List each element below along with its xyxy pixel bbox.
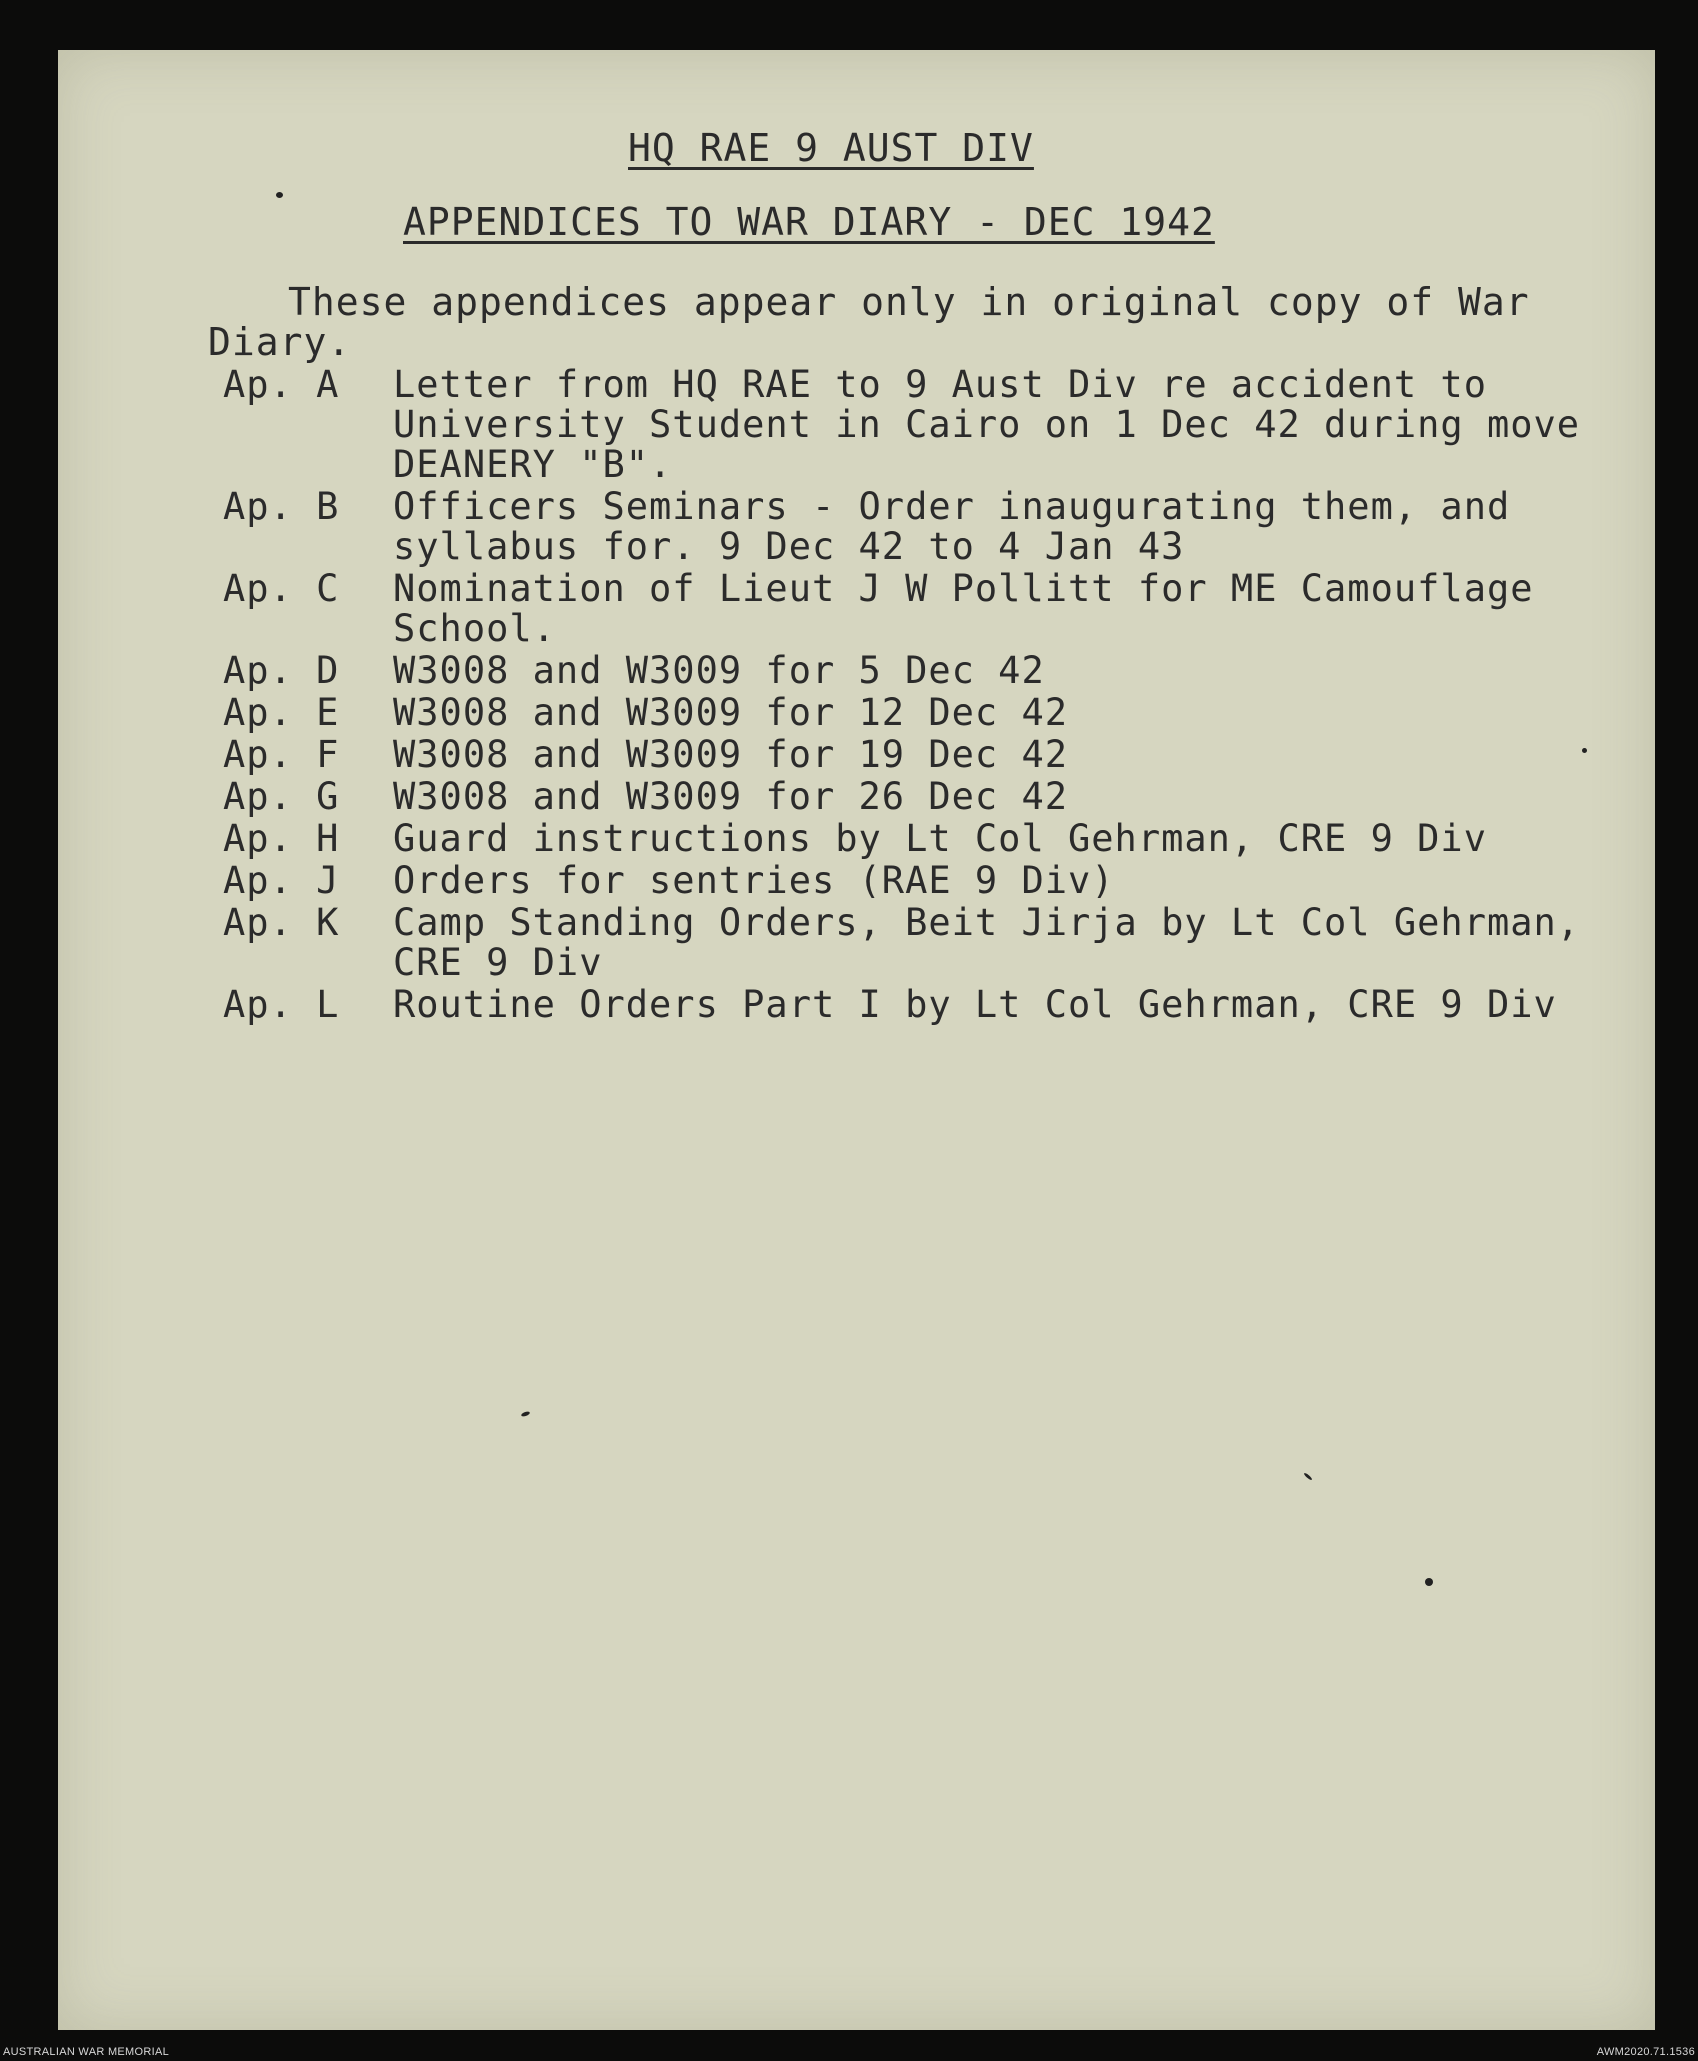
appendix-description: Camp Standing Orders, Beit Jirja by Lt Col Gehrman, CRE 9 Div xyxy=(393,901,1581,984)
appendix-entry xyxy=(223,487,1653,567)
appendix-description: Orders for sentries (RAE 9 Div) xyxy=(393,859,1115,902)
appendix-entry xyxy=(223,985,1653,1025)
appendix-description: W3008 and W3009 for 5 Dec 42 xyxy=(393,649,1045,692)
appendix-entry xyxy=(223,569,1653,649)
appendix-entry xyxy=(223,693,1653,733)
appendix-label: Ap. A xyxy=(223,363,340,406)
footer-archive-name: AUSTRALIAN WAR MEMORIAL xyxy=(3,2046,170,2058)
paper-speck xyxy=(521,1411,531,1418)
paper-speck xyxy=(1425,1578,1433,1586)
appendix-entry xyxy=(223,651,1653,691)
footer-accession-number: AWM2020.71.1536 xyxy=(1596,2046,1695,2058)
appendix-description: Officers Seminars - Order inaugurating them, and syllabus for. 9 Dec 42 to 4 Jan 43 xyxy=(393,485,1511,568)
appendix-entry xyxy=(223,365,1653,485)
appendix-entry xyxy=(223,735,1653,775)
appendix-label: Ap. K xyxy=(223,901,340,944)
document-subheading: APPENDICES TO WAR DIARY - DEC 1942 xyxy=(403,200,1215,244)
appendix-description: Routine Orders Part I by Lt Col Gehrman, CRE 9 Div xyxy=(393,983,1557,1026)
appendix-description: W3008 and W3009 for 26 Dec 42 xyxy=(393,775,1069,818)
appendix-description: Letter from HQ RAE to 9 Aust Div re accident to University Student in Cairo on 1 Dec 42 during move DEANERY "B". xyxy=(393,363,1581,486)
appendix-list xyxy=(223,365,1653,1027)
intro-text: These appendices appear only in original copy of War Diary. xyxy=(208,280,1530,364)
appendix-entry xyxy=(223,903,1653,983)
appendix-description: Guard instructions by Lt Col Gehrman, CRE 9 Div xyxy=(393,817,1487,860)
paper-speck xyxy=(1582,748,1587,753)
document-heading: HQ RAE 9 AUST DIV xyxy=(628,126,1034,170)
appendix-description: Nomination of Lieut J W Pollitt for ME Camouflage School. xyxy=(393,567,1534,650)
appendix-entry xyxy=(223,861,1653,901)
paper-speck xyxy=(276,192,283,198)
appendix-label: Ap. L xyxy=(223,983,340,1026)
paper-speck xyxy=(1303,1472,1313,1481)
appendix-label: Ap. C xyxy=(223,567,340,610)
appendix-label: Ap. F xyxy=(223,733,340,776)
intro-paragraph xyxy=(208,282,1638,362)
appendix-label: Ap. J xyxy=(223,859,340,902)
appendix-entry xyxy=(223,777,1653,817)
document-page xyxy=(58,50,1655,2030)
appendix-entry xyxy=(223,819,1653,859)
appendix-description: W3008 and W3009 for 12 Dec 42 xyxy=(393,691,1069,734)
appendix-label: Ap. G xyxy=(223,775,340,818)
appendix-label: Ap. H xyxy=(223,817,340,860)
appendix-description: W3008 and W3009 for 19 Dec 42 xyxy=(393,733,1069,776)
appendix-label: Ap. B xyxy=(223,485,340,528)
appendix-label: Ap. E xyxy=(223,691,340,734)
appendix-label: Ap. D xyxy=(223,649,340,692)
